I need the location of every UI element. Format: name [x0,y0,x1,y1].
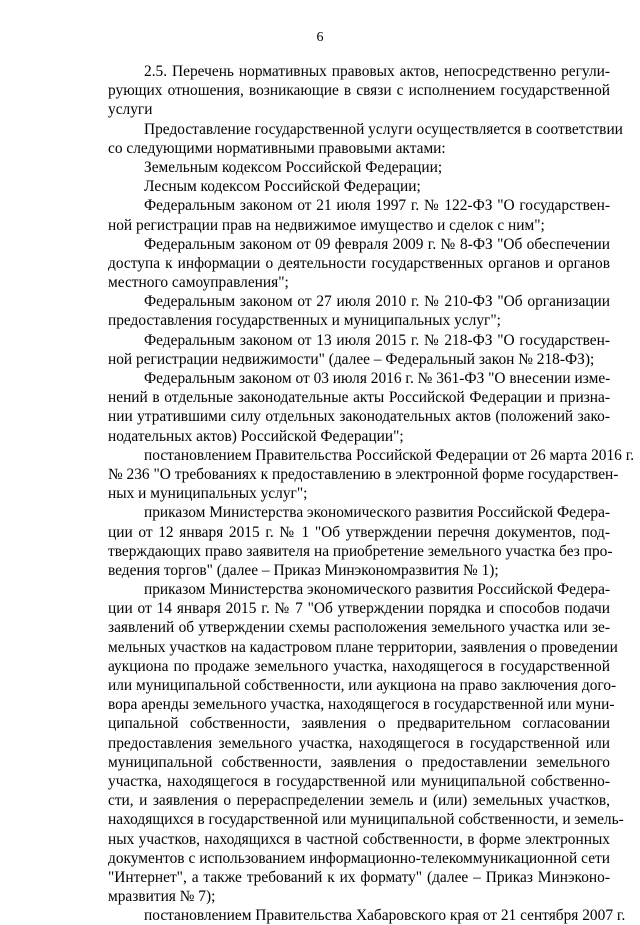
text-line: нии утратившими силу отдельных законодательных актов (положений зако- [108,408,610,426]
text-line: тверждающих право заявителя на приобретение земельного участка без про- [108,542,613,560]
text-line: вора аренды земельного участка, находящегося в государственной или муни- [108,696,615,714]
text-line: документов с использованием информационно-телекоммуникационной сети [108,849,610,867]
text-line: постановлением Правительства Российской Федерации от 26 марта 2016 г. [144,446,635,464]
paragraph [108,177,610,196]
text-line: местного самоуправления"; [108,274,289,292]
text-line: ных и муниципальных услуг"; [108,485,308,503]
text-line: ной регистрации прав на недвижимое имущество и сделок с ним"; [108,216,545,234]
text-line: постановлением Правительства Хабаровского края от 21 сентября 2007 г. [144,907,626,925]
text-line: предоставления земельного участка, находящегося в государственной или [108,734,610,752]
text-line: нодательных актов) Российской Федерации"; [108,427,404,445]
paragraph [108,446,635,504]
text-line: участка, находящегося в государственной или муниципальной собственно- [108,772,610,790]
paragraph [108,331,610,369]
paragraph [108,580,624,906]
text-line: приказом Министерства экономического развития Российской Федера- [144,581,611,599]
text-line: ципальной собственности, заявления о предварительном согласовании [108,715,610,733]
text-line: ции от 14 января 2015 г. № 7 "Об утверждении порядка и способов подачи [108,600,610,618]
text-line: находящихся в государственной или муниципальной собственности, и земель- [108,811,624,829]
text-line: ной регистрации недвижимости" (далее – Федеральный закон № 218-ФЗ); [108,350,595,368]
paragraph [108,369,610,446]
paragraph [108,906,626,925]
text-line: ных участков, находящихся в частной собственности, в форме электронных [108,830,610,848]
paragraph [108,235,610,293]
text-line: Федеральным законом от 27 июля 2010 г. № 210-ФЗ "Об организации [144,293,610,311]
text-line: или муниципальной собственности, или аукциона на право заключения дого- [108,677,617,694]
paragraph [108,120,623,158]
text-line: Лесным кодексом Российской Федерации; [144,178,421,196]
document-body [108,62,635,925]
text-line: рующих отношения, возникающие в связи с исполнением государственной [108,82,610,100]
text-line: Земельным кодексом Российской Федерации; [144,158,443,176]
text-line: заявлений об утверждении схемы расположения земельного участка или зе- [108,619,610,637]
text-line: Федеральным законом от 09 февраля 2009 г. № 8-ФЗ "Об обеспечении [144,235,610,253]
text-line: мразвития № 7); [108,888,216,906]
text-line: мельных участков на кадастровом плане территории, заявления о проведении [108,638,618,656]
text-line: аукциона по продаже земельного участка, находящегося в государственной [108,657,610,675]
paragraph [108,158,610,177]
paragraph [108,62,610,120]
text-line: № 236 "О требованиях к предоставлению в электронной форме государствен- [108,465,619,483]
text-line: приказом Министерства экономического развития Российской Федера- [144,504,611,522]
text-line: Федеральным законом от 03 июля 2016 г. № 361-ФЗ "О внесении изме- [144,370,611,387]
text-line: сти, и заявления о перераспределении земель и (или) земельных участков, [108,792,610,810]
text-line: "Интернет", а также требований к их формату" (далее – Приказ Минэконо- [108,868,610,886]
text-line: Федеральным законом от 13 июля 2015 г. № 218-ФЗ "О государствен- [144,331,610,349]
text-line: 2.5. Перечень нормативных правовых актов, непосредственно регули- [144,63,610,80]
paragraph [108,503,613,580]
text-line: доступа к информации о деятельности государственных органов и органов [108,254,610,272]
text-line: предоставления государственных и муниципальных услуг"; [108,312,501,330]
text-line: ции от 12 января 2015 г. № 1 "Об утверждении перечня документов, под- [108,523,610,541]
text-line: услуги [108,101,153,119]
page-number: 6 [316,30,324,45]
text-line: Предоставление государственной услуги осуществляется в соответствии [144,120,623,138]
text-line: со следующими нормативными правовыми актами: [108,139,446,157]
text-line: муниципальной собственности, заявления о предоставлении земельного [108,753,610,771]
text-line: нений в отдельные законодательные акты Российской Федерации и призна- [108,389,610,407]
text-line: ведения торгов" (далее – Приказ Минэкономразвития № 1); [108,561,499,579]
text-line: Федеральным законом от 21 июля 1997 г. № 122-ФЗ "О государствен- [144,197,610,215]
paragraph [108,292,610,330]
paragraph [108,196,610,234]
